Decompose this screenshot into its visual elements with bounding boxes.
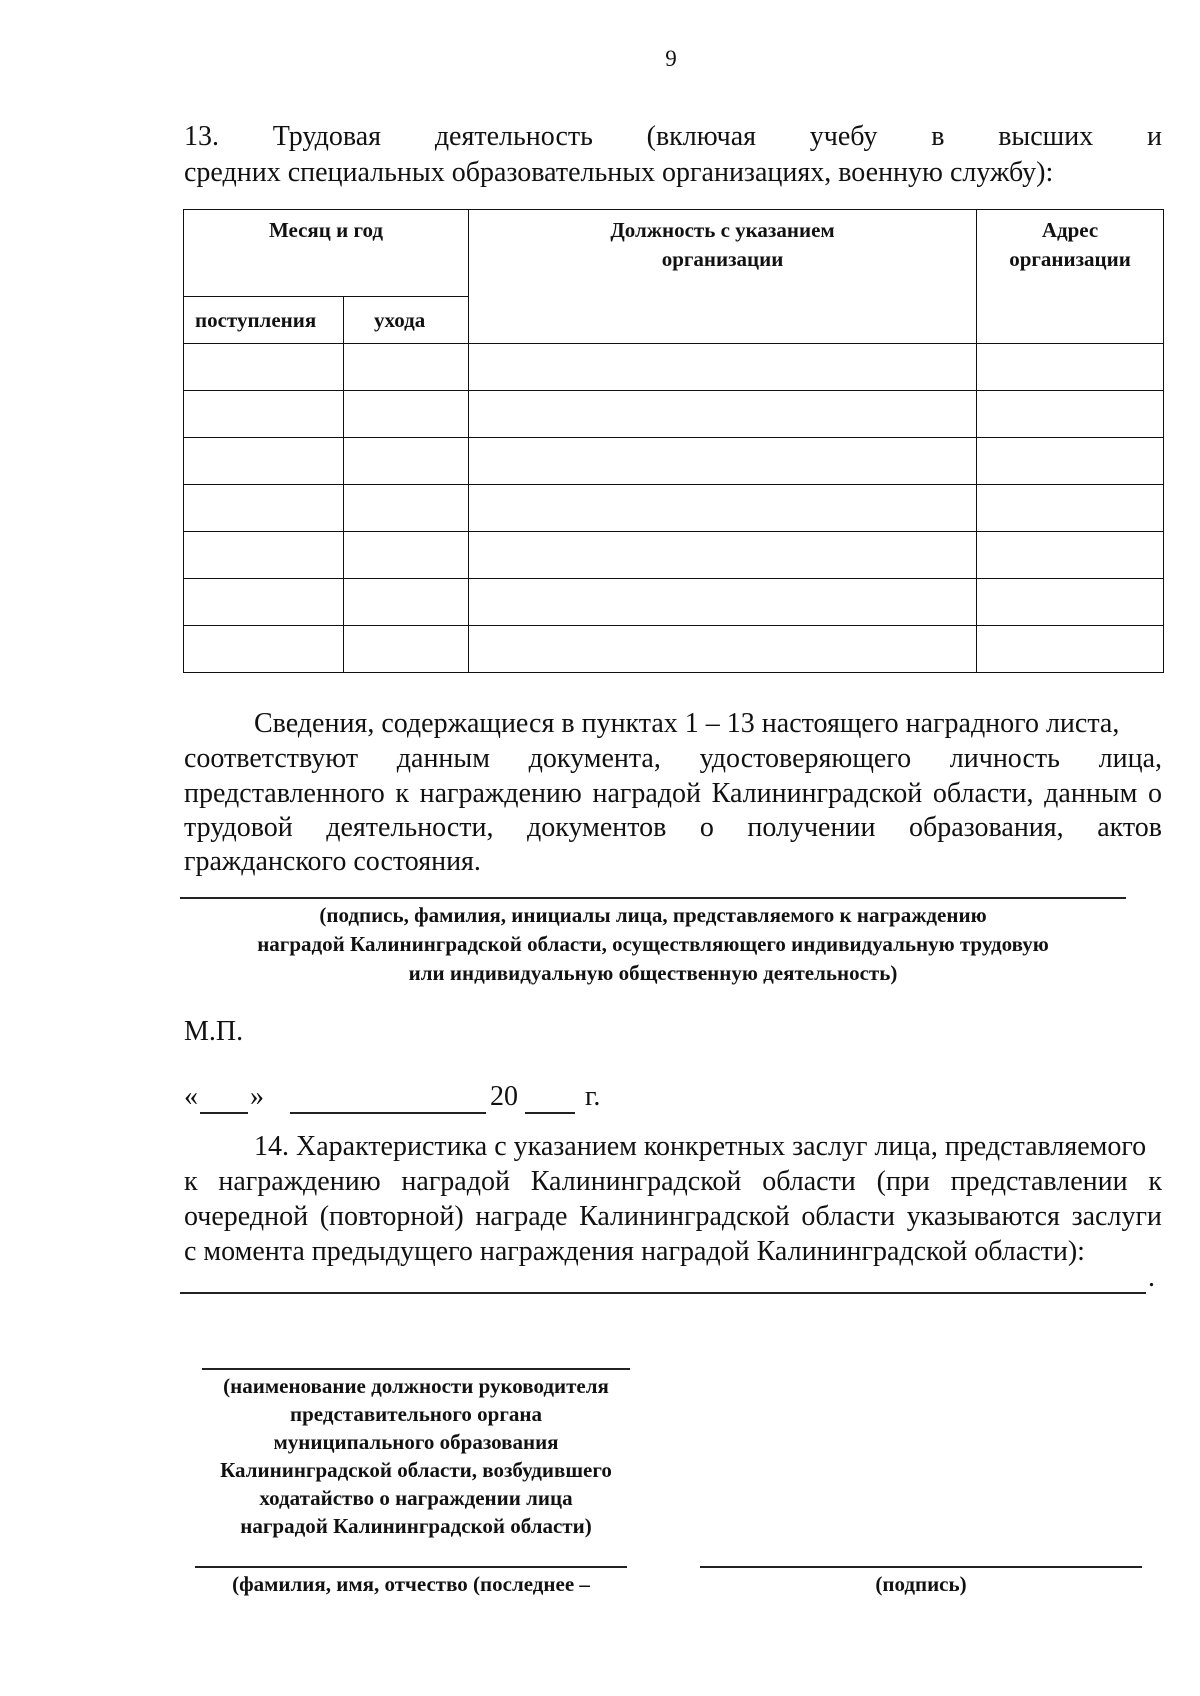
sign-caption: (подпись) xyxy=(875,1572,967,1596)
head-caption-line6: наградой Калининградской области) xyxy=(240,1514,592,1538)
table-header-row xyxy=(184,210,1164,297)
date-year-suffix: г. xyxy=(585,1081,601,1112)
signature-caption-line1: (подпись, фамилия, инициалы лица, представляемого к награждению xyxy=(319,903,987,927)
date-close-quote: » xyxy=(250,1081,264,1112)
sign-field[interactable] xyxy=(700,1566,1142,1568)
stamp-label: М.П. xyxy=(184,1016,244,1047)
name-field[interactable] xyxy=(195,1566,627,1568)
date-day-field[interactable] xyxy=(200,1112,248,1114)
signature-caption-line2: наградой Калининградской области, осуществляющего индивидуальную трудовую xyxy=(257,932,1049,956)
certification-line4: трудовой деятельности, документов о получении образования, актов xyxy=(184,812,1162,843)
section14-line3: очередной (повторной) награде Калининградской области указываются заслуги xyxy=(184,1201,1162,1232)
head-caption-line5: ходатайство о награждении лица xyxy=(259,1486,573,1510)
header-month-year: Месяц и год xyxy=(184,210,469,297)
head-caption-line4: Калининградской области, возбудившего xyxy=(220,1458,612,1482)
signature-caption-line3: или индивидуальную общественную деятельность) xyxy=(408,961,898,985)
section13-heading-line2: средних специальных образовательных организациях, военную службу): xyxy=(184,157,1054,188)
section13-heading-line1: 13. Трудовая деятельность (включая учебу в высших и xyxy=(184,121,1162,152)
certification-line2: соответствуют данным документа, удостоверяющего личность лица, xyxy=(184,743,1162,774)
table-row xyxy=(184,532,1164,579)
subheader-entry: поступления xyxy=(184,297,344,344)
date-month-field[interactable] xyxy=(290,1112,486,1114)
section14-line2: к награждению наградой Калининградской области (при представлении к xyxy=(184,1166,1162,1197)
head-caption-line1: (наименование должности руководителя xyxy=(223,1374,609,1398)
subheader-leave: ухода xyxy=(344,297,469,344)
table-row xyxy=(184,391,1164,438)
signature-line[interactable] xyxy=(180,897,1126,899)
section14-line4: с момента предыдущего награждения наградой Калининградской области): xyxy=(184,1236,1085,1267)
table-row xyxy=(184,438,1164,485)
header-address: Адрес организации xyxy=(977,210,1164,344)
head-caption-line3: муниципального образования xyxy=(273,1430,559,1454)
header-position: Должность с указанием организации xyxy=(469,210,977,344)
table-row xyxy=(184,579,1164,626)
head-position-field[interactable] xyxy=(202,1368,630,1370)
date-open-quote: « xyxy=(184,1081,198,1112)
characteristic-field[interactable] xyxy=(180,1292,1146,1294)
table-row xyxy=(184,626,1164,673)
table-row xyxy=(184,485,1164,532)
certification-line5: гражданского состояния. xyxy=(184,846,481,877)
table-row xyxy=(184,344,1164,391)
work-history-table xyxy=(183,209,1164,673)
page-number: 9 xyxy=(665,46,677,71)
certification-line1: Сведения, содержащиеся в пунктах 1 – 13 настоящего наградного листа, xyxy=(254,708,1120,739)
characteristic-end-mark: . xyxy=(1148,1262,1155,1293)
name-caption: (фамилия, имя, отчество (последнее – xyxy=(232,1572,590,1596)
date-year-field[interactable] xyxy=(525,1112,575,1114)
date-year-prefix: 20 xyxy=(490,1081,518,1112)
certification-line3: представленного к награждению наградой Калининградской области, данным о xyxy=(184,778,1162,809)
head-caption-line2: представительного органа xyxy=(290,1402,542,1426)
section14-line1: 14. Характеристика с указанием конкретных заслуг лица, представляемого xyxy=(254,1131,1147,1162)
